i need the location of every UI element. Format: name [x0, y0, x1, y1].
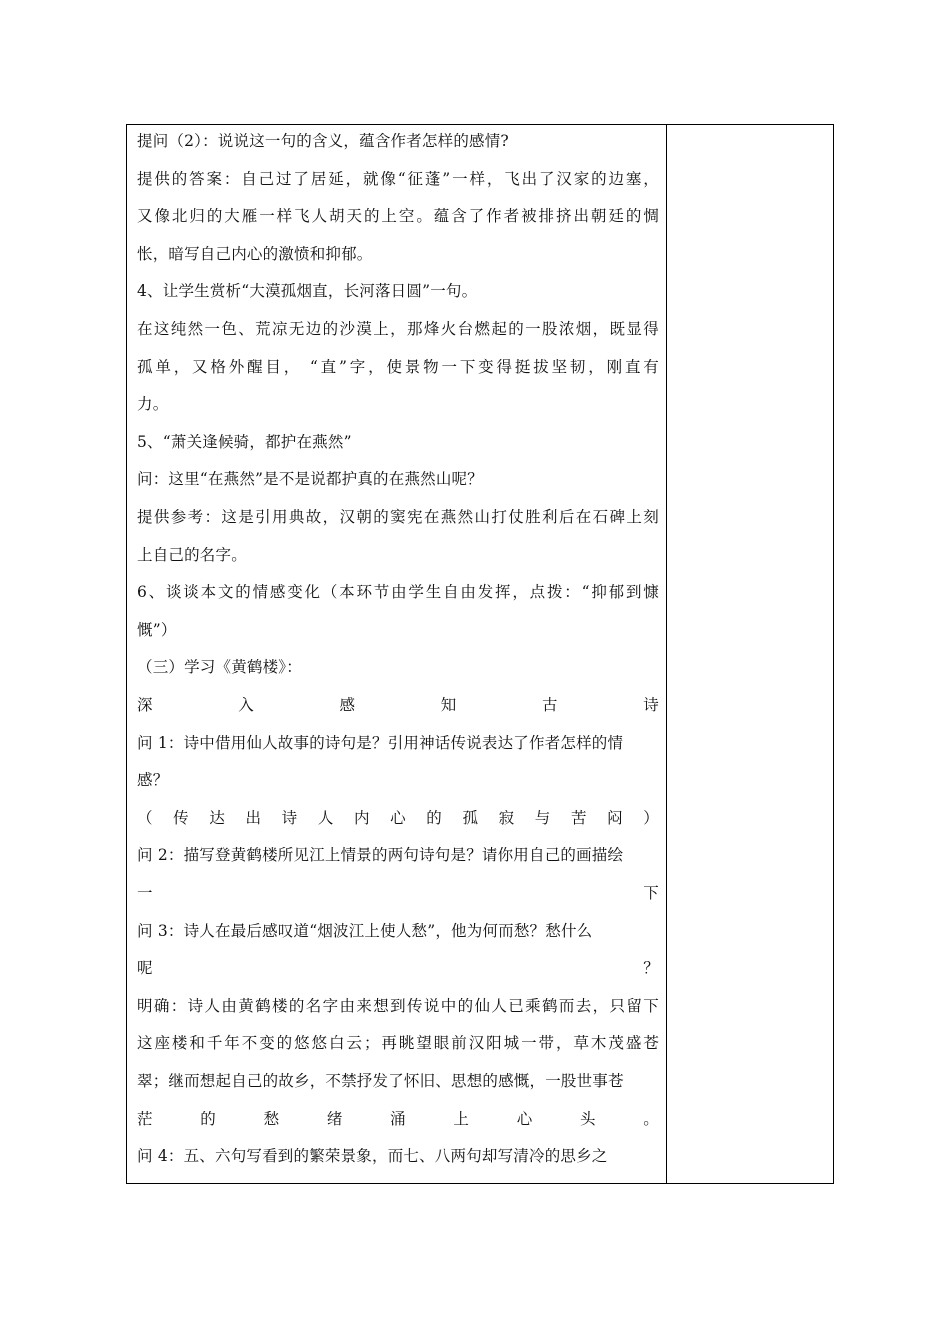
text-line: 深入感知古诗 [137, 696, 659, 714]
lesson-content-cell [127, 125, 667, 1183]
notes-cell [667, 125, 833, 1183]
text-line: 慨”） [137, 620, 177, 639]
text-line: 问 1：诗中借用仙人故事的诗句是？引用神话传说表达了作者怎样的情 [137, 733, 624, 752]
text-line: 在这纯然一色、荒凉无边的沙漠上，那烽火台燃起的一股浓烟，既显得 [137, 320, 659, 338]
text-line: 呢？ [137, 959, 659, 978]
text-line: 提供的答案：自己过了居延，就像“征蓬”一样，飞出了汉家的边塞， [137, 169, 659, 188]
text-line: 又像北归的大雁一样飞人胡天的上空。蕴含了作者被排挤出朝廷的惆 [137, 207, 659, 226]
text-line: 问 3：诗人在最后感叹道“烟波江上使人愁”，他为何而愁？愁什么 [137, 921, 593, 940]
text-line: （传达出诗人内心的孤寂与苦闷） [137, 808, 659, 827]
text-line: 问 2：描写登黄鹤楼所见江上情景的两句诗句是？请你用自己的画描绘 [137, 846, 624, 865]
text-line: 力。 [137, 395, 169, 414]
text-line: 5、“萧关逢候骑，都护在燕然” [137, 432, 352, 451]
text-line: 孤单，又格外醒目， “直”字，使景物一下变得挺拔坚韧，刚直有 [137, 357, 659, 376]
text-line: 翠；继而想起自己的故乡，不禁抒发了怀旧、思想的感慨，一股世事苍 [137, 1072, 624, 1090]
text-line: 一下 [137, 884, 659, 902]
lesson-table [126, 124, 834, 1184]
text-line: 上自己的名字。 [137, 545, 247, 564]
text-line: 提问（2）：说说这一句的含义，蕴含作者怎样的感情? [137, 132, 509, 150]
text-line: 这座楼和千年不变的悠悠白云；再眺望眼前汉阳城一带，草木茂盛苍 [137, 1034, 659, 1053]
text-line: 问：这里“在燕然”是不是说都护真的在燕然山呢？ [137, 470, 483, 489]
text-line: 感？ [137, 771, 169, 790]
text-line: 怅，暗写自己内心的激愤和抑郁。 [137, 244, 373, 263]
text-line: （三）学习《黄鹤楼》： [137, 658, 302, 677]
text-line: 茫的愁绪涌上心头。 [137, 1109, 659, 1128]
text-line: 提供参考：这是引用典故，汉朝的窦宪在燕然山打仗胜利后在石碑上刻 [137, 508, 659, 526]
text-line: 4、让学生赏析“大漠孤烟直，长河落日圆”一句。 [137, 282, 478, 301]
text-line: 明确：诗人由黄鹤楼的名字由来想到传说中的仙人已乘鹤而去，只留下 [137, 996, 659, 1015]
text-line: 问 4：五、六句写看到的繁荣景象，而七、八两句却写清冷的思乡之 [137, 1147, 608, 1166]
text-line: 6、谈谈本文的情感变化（本环节由学生自由发挥，点拨：“抑郁到慷 [137, 583, 659, 602]
